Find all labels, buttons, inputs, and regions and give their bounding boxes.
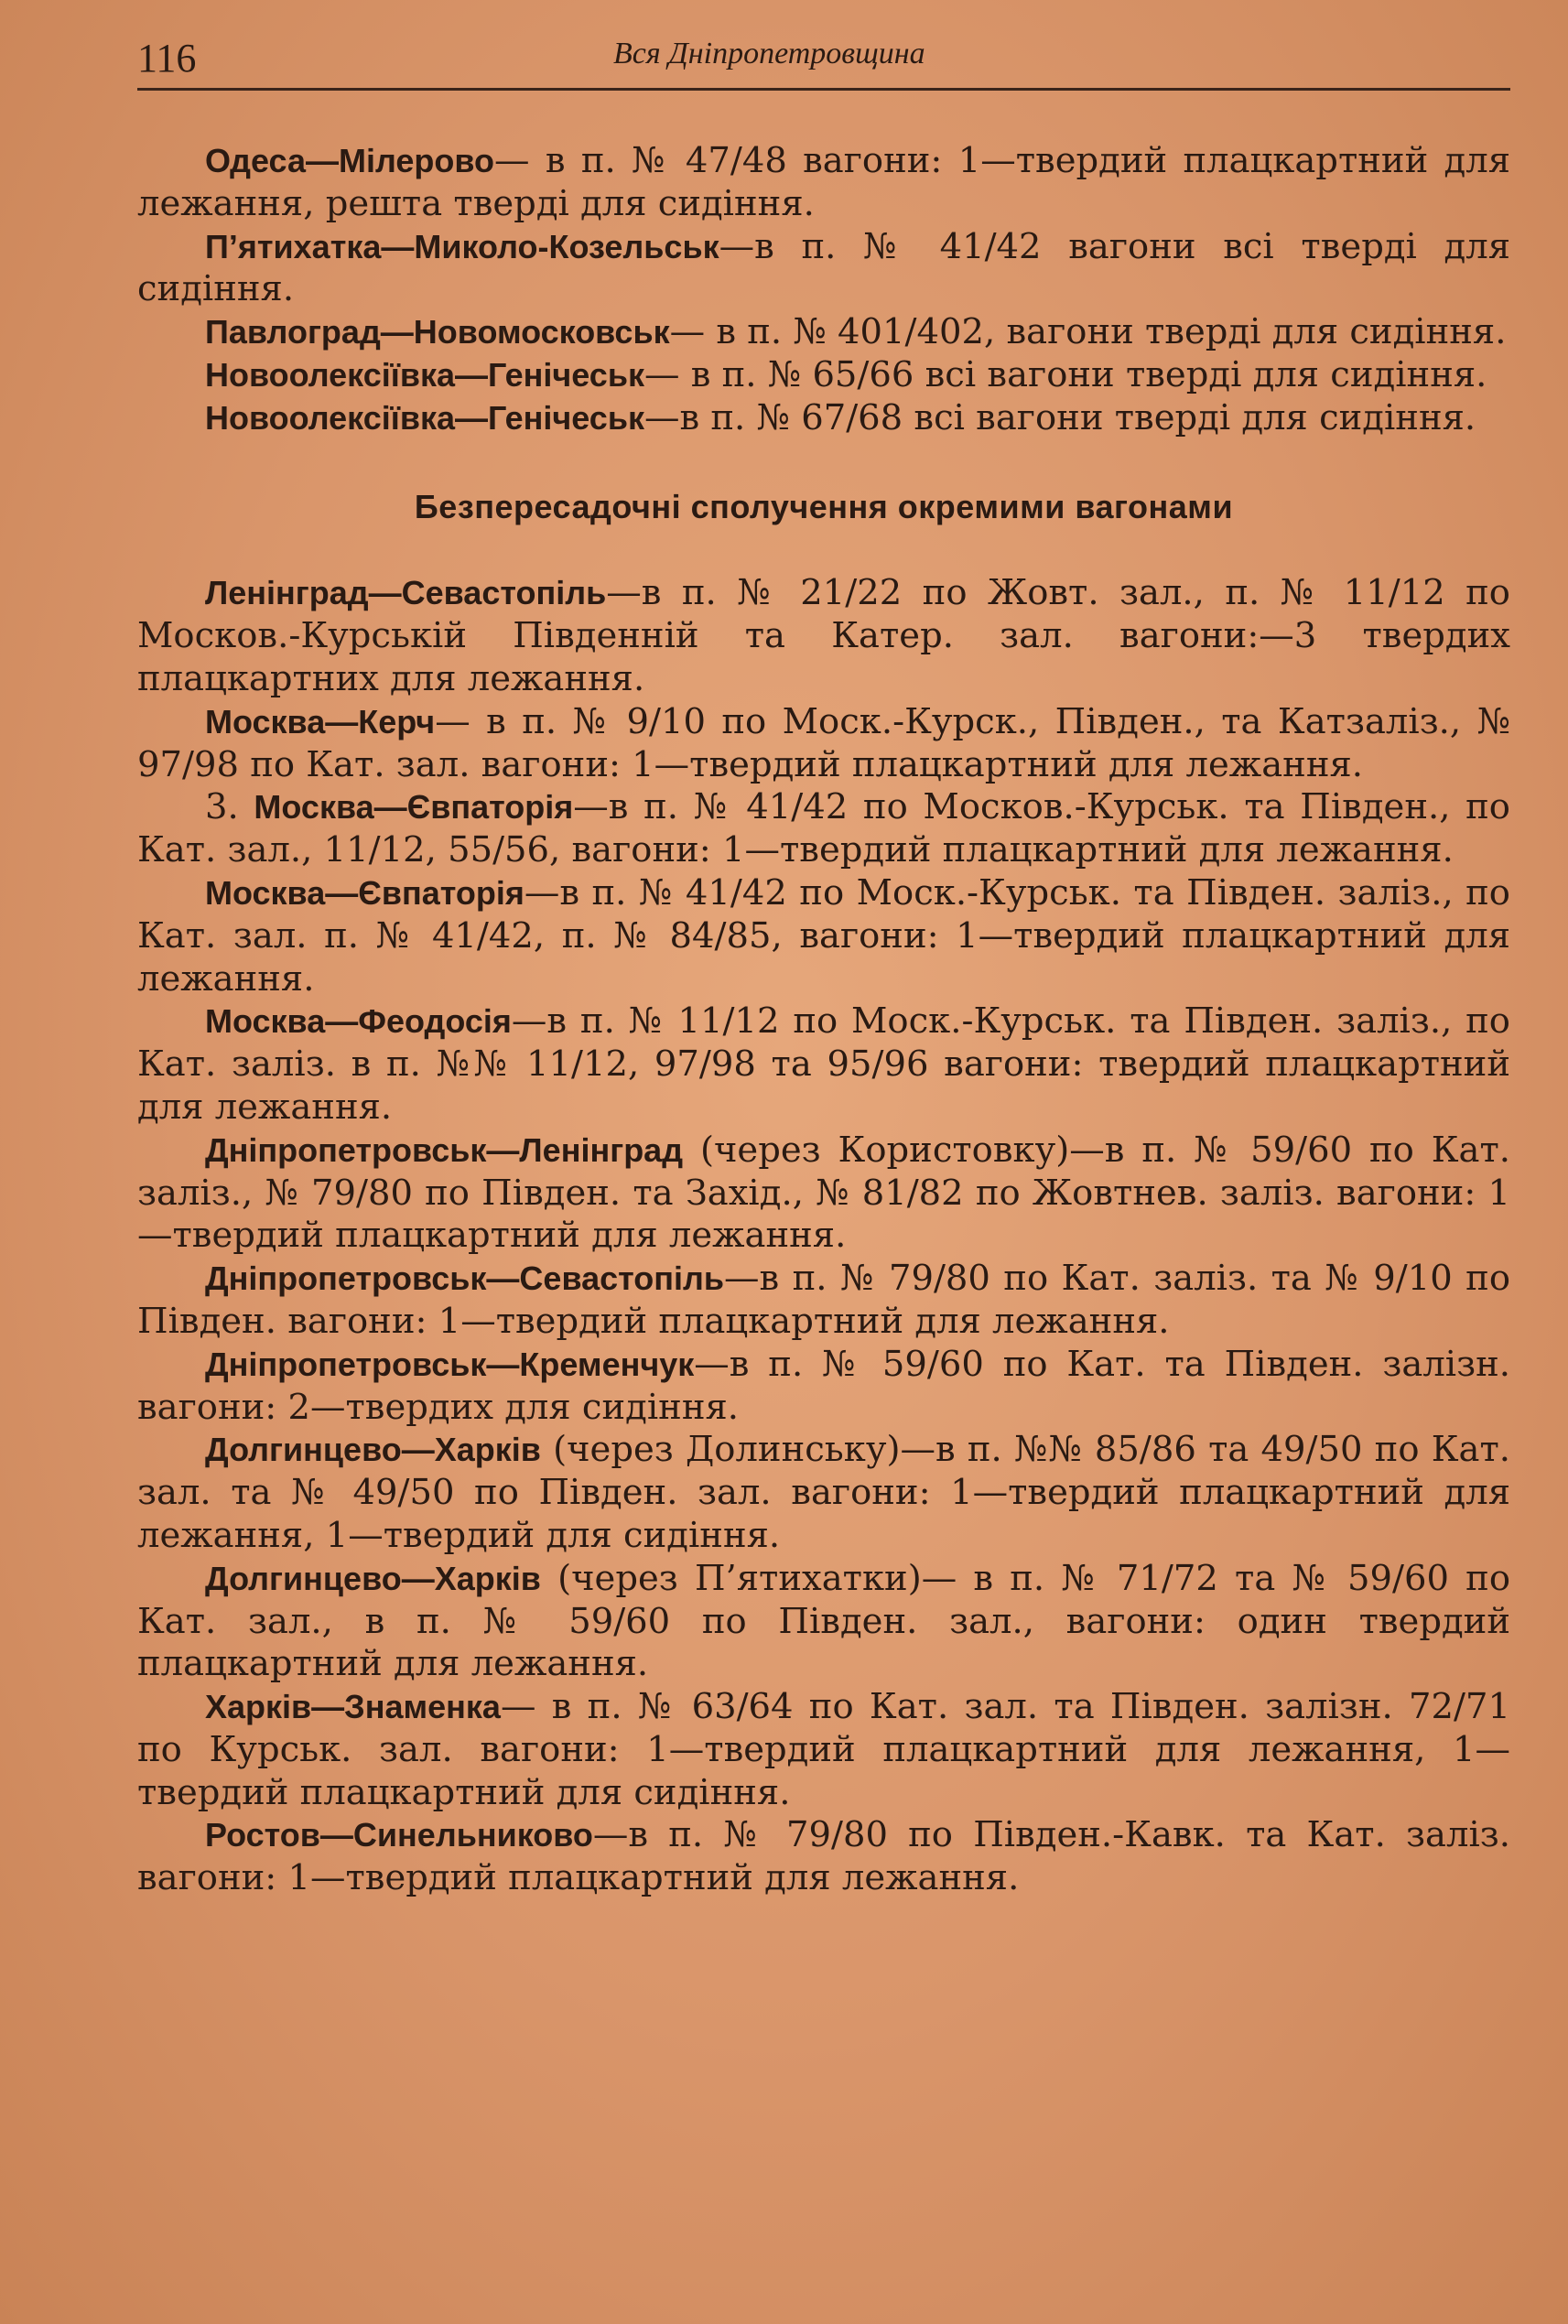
route-entry xyxy=(137,786,1510,872)
route-entry xyxy=(137,140,1510,226)
route-name: Москва—Феодосія xyxy=(205,1002,512,1041)
page-header xyxy=(137,27,1510,91)
route-name: Павлоград—Новомосковськ xyxy=(205,313,670,351)
route-entry xyxy=(137,1130,1510,1258)
route-name: Ростов—Синельниково xyxy=(205,1816,593,1854)
route-details: (через Долинську)—в п. №№ 85/86 та 49/50 по Кат. зал. та № 49/50 по Півден. зал. вагони: 1—твердий плацкартний для лежання, 1—твердий для сидіння. xyxy=(137,1429,1510,1556)
route-details: —в п. № 21/22 по Жовт. зал., п. № 11/12 по Москов.-Курській Південній та Катер. зал. вагони:—3 твердих плацкартних для лежання. xyxy=(137,572,1510,699)
route-details: — в п. № 9/10 по Моск.-Курск., Півден., та Катзаліз., № 97/98 по Кат. зал. вагони: 1—твердий плацкартний для лежання. xyxy=(137,700,1510,785)
route-details: —в п. № 41/42 по Москов.-Курськ. та Півден., по Кат. зал., 11/12, 55/56, вагони: 1—твердий плацкартний для лежання. xyxy=(137,786,1510,871)
route-entry xyxy=(137,1558,1510,1686)
route-details: —в п. № 79/80 по Півден.-Кавк. та Кат. заліз. вагони: 1—твердий плацкартний для лежання. xyxy=(137,1814,1510,1899)
route-name: Харків—Знаменка xyxy=(205,1688,501,1726)
route-entry xyxy=(137,872,1510,1000)
route-details: — в п. № 47/48 вагони: 1—твердий плацкартний для лежання, решта тверді для сидіння. xyxy=(137,140,1510,224)
route-name: П’ятихатка—Миколо-Козельськ xyxy=(205,227,719,265)
route-name: Новоолексіївка—Генічеськ xyxy=(205,398,644,437)
route-details: — в п. № 401/402, вагони тверді для сидіння. xyxy=(669,311,1507,353)
route-details: —в п. № 41/42 вагони всі тверді для сидіння. xyxy=(137,225,1510,310)
route-name: Москва—Євпаторія xyxy=(205,873,524,912)
route-entry xyxy=(137,1258,1510,1344)
route-details: — в п. № 65/66 всі вагони тверді для сидіння. xyxy=(643,353,1487,395)
entry-prefix: 3. xyxy=(205,786,254,828)
route-entry xyxy=(137,226,1510,312)
route-details: (через Користовку)—в п. № 59/60 по Кат. заліз., № 79/80 по Півден. та Захід., № 81/82 по Жовтнев. заліз. вагони: 1—твердий плацкартний для лежання. xyxy=(137,1129,1510,1257)
route-entry xyxy=(137,1814,1510,1900)
route-details: —в п. № 67/68 всі вагони тверді для сидіння. xyxy=(643,396,1476,438)
route-details: — в п. № 63/64 по Кат. зал. та Півден. залізн. 72/71 по Курськ. зал. вагони: 1—твердий плацкартний для лежання, 1—твердий плацкартний для сидіння. xyxy=(137,1686,1510,1813)
page-number: 116 xyxy=(137,36,197,81)
route-name: Москва—Євпаторія xyxy=(254,788,574,827)
book-page xyxy=(137,27,1510,2297)
route-name: Долгинцево—Харків xyxy=(205,1559,541,1597)
page-content xyxy=(137,140,1510,1900)
route-details: —в п. № 79/80 по Кат. заліз. та № 9/10 по Півден. вагони: 1—твердий плацкартний для лежання. xyxy=(137,1258,1510,1342)
route-entry xyxy=(137,1000,1510,1129)
route-name: Ленінград—Севастопіль xyxy=(205,574,607,612)
route-name: Одеса—Мілерово xyxy=(205,142,495,179)
route-entry xyxy=(137,701,1510,787)
route-name: Дніпропетровськ—Севастопіль xyxy=(205,1259,725,1298)
route-name: Новоолексіївка—Генічеськ xyxy=(205,355,644,394)
route-details: —в п. № 11/12 по Моск.-Курськ. та Півден. заліз., по Кат. заліз. в п. №№ 11/12, 97/98 та 95/96 вагони: твердий плацкартний для лежання. xyxy=(137,1000,1510,1128)
route-name: Дніпропетровськ—Кременчук xyxy=(205,1345,695,1383)
route-entry xyxy=(137,572,1510,700)
running-title: Вся Дніпропетровщина xyxy=(613,37,925,70)
route-details: (через П’ятихатки)— в п. № 71/72 та № 59/60 по Кат. зал., в п. № 59/60 по Півден. зал., вагони: один твердий плацкартний для лежання. xyxy=(137,1557,1510,1685)
route-name: Москва—Керч xyxy=(205,702,436,740)
route-entry xyxy=(137,1429,1510,1557)
route-details: —в п. № 59/60 по Кат. та Півден. залізн. вагони: 2—твердих для сидіння. xyxy=(137,1343,1510,1428)
route-entry xyxy=(137,1686,1510,1814)
route-name: Дніпропетровськ—Ленінград xyxy=(205,1130,684,1169)
route-details: —в п. № 41/42 по Моск.-Курськ. та Півден. заліз., по Кат. зал. п. № 41/42, п. № 84/85, вагони: 1—твердий плацкартний для лежання. xyxy=(137,871,1510,1000)
section-heading: Безпересадочні сполучення окремими вагонами xyxy=(414,487,1234,525)
route-entry xyxy=(137,397,1510,440)
route-name: Долгинцево—Харків xyxy=(205,1431,541,1469)
route-entry xyxy=(137,354,1510,397)
route-entry xyxy=(137,1344,1510,1430)
route-entry xyxy=(137,311,1510,354)
